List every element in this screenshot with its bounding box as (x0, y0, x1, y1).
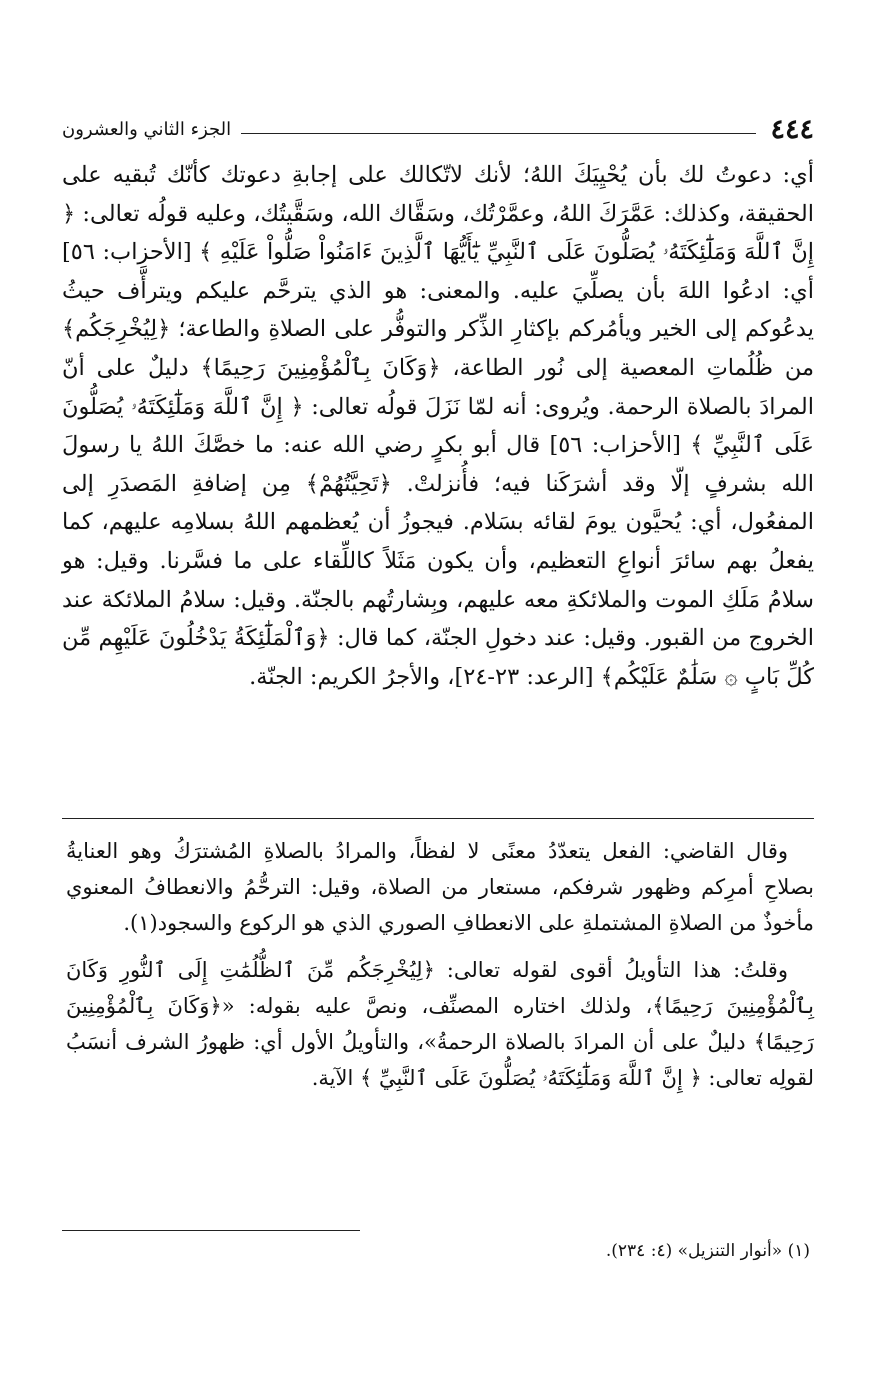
footnote: (١) «أنوار التنزيل» (٤: ٢٣٤). (605, 1241, 810, 1261)
commentary-separator (62, 818, 814, 819)
commentary-section (66, 834, 814, 1097)
page-number: ٤٤٤ (770, 113, 814, 145)
main-text: أي: دعوتُ لك بأن يُحْيِيَكَ اللهُ؛ لأنك لاتّكالك على إجابةِ دعوتك كأنّك تُبقيه على الحقيقة، وكذلك: عَمَّرَكَ اللهُ، وعمَّرْتُك، وسَقَّاك الله، وسَقَّيتُك، وعليه قولُه تعالى: ﴿ إِنَّ ٱللَّهَ وَمَلَٰٓئِكَتَهُۥ يُصَلُّونَ عَلَى ٱلنَّبِيِّ يَٰٓأَيُّهَا ٱلَّذِينَ ءَامَنُواْ صَلُّواْ عَلَيْهِ ﴾ [الأحزاب: ٥٦] أي: ادعُوا اللهَ بأن يصلِّيَ عليه. والمعنى: هو الذي يترحَّم عليكم ويترأَّف حيثُ يدعُوكم إلى الخير ويأمُركم بإكثارِ الذِّكر والتوفُّر على الصلاةِ والطاعة؛ ﴿لِيُخْرِجَكُم﴾ من ظُلُماتِ المعصية إلى نُور الطاعة، ﴿وَكَانَ بِٱلْمُؤْمِنِينَ رَحِيمًا﴾ دليلٌ على أنّ المرادَ بالصلاة الرحمة. ويُروى: أنه لمّا نَزَلَ قولُه تعالى: ﴿ إِنَّ ٱللَّهَ وَمَلَٰٓئِكَتَهُۥ يُصَلُّونَ عَلَى ٱلنَّبِيِّ ﴾ [الأحزاب: ٥٦] قال أبو بكرٍ رضي الله عنه: ما خصَّكَ اللهُ يا رسولَ الله بشرفٍ إلّا وقد أشرَكَنا فيه؛ فأُنزلتْ. ﴿تَحِيَّتُهُمْ﴾ مِن إضافةِ المَصدَرِ إلى المفعُول، أي: يُحيَّون يومَ لقائه بسَلام. فيجوزُ أن يُعظمهم اللهُ بسلامِه عليهم، كما يفعلُ بهم سائرَ أنواعِ التعظيم، وأن يكون مَثَلاً كاللِّقاء على ما فسَّرنا. وقيل: هو سلامُ مَلَكِ الموت والملائكةِ معه عليهم، وبِشارتُهم بالجنّة. وقيل: سلامُ الملائكة عند الخروج من القبور. وقيل: عند دخولِ الجنّة، كما قال: ﴿وَٱلْمَلَٰٓئِكَةُ يَدْخُلُونَ عَلَيْهِم مِّن كُلِّ بَابٍ ۞ سَلَٰمٌ عَلَيْكُم﴾ [الرعد: ٢٣-٢٤]، والأجرُ الكريم: الجنّة. (62, 162, 814, 690)
running-title: الجزء الثاني والعشرون (62, 118, 232, 140)
page-header (62, 112, 814, 146)
footnote-rule (62, 1230, 360, 1231)
book-page (62, 112, 814, 1292)
commentary-paragraph: وقلتُ: هذا التأويلُ أقوى لقوله تعالى: ﴿لِيُخْرِجَكُم مِّنَ ٱلظُّلُمَٰتِ إِلَى ٱلنُّورِ وَكَانَ بِٱلْمُؤْمِنِينَ رَحِيمًا﴾، ولذلك اختاره المصنِّف، ونصَّ عليه بقوله: «﴿وَكَانَ بِٱلْمُؤْمِنِينَ رَحِيمًا﴾ دليلٌ على أن المرادَ بالصلاة الرحمةُ»، والتأويلُ الأول أي: ظهورُ الشرف أنسَبُ لقولِه تعالى: ﴿ إِنَّ ٱللَّهَ وَمَلَٰٓئِكَتَهُۥ يُصَلُّونَ عَلَى ٱلنَّبِيِّ ﴾ الآية. (66, 958, 814, 1090)
commentary-paragraph: وقال القاضي: الفعل يتعدّدُ معنًى لا لفظاً، والمرادُ بالصلاةِ المُشترَكُ وهو العنايةُ بصلاحِ أمرِكم وظهور شرفكم، مستعار من الصلاة، وقيل: الترحُّمُ والانعطافُ المعنوي مأخوذٌ من الصلاةِ المشتملةِ على الانعطافِ الصوري الذي هو الركوع والسجود(١). (66, 839, 814, 935)
header-rule (241, 133, 756, 134)
